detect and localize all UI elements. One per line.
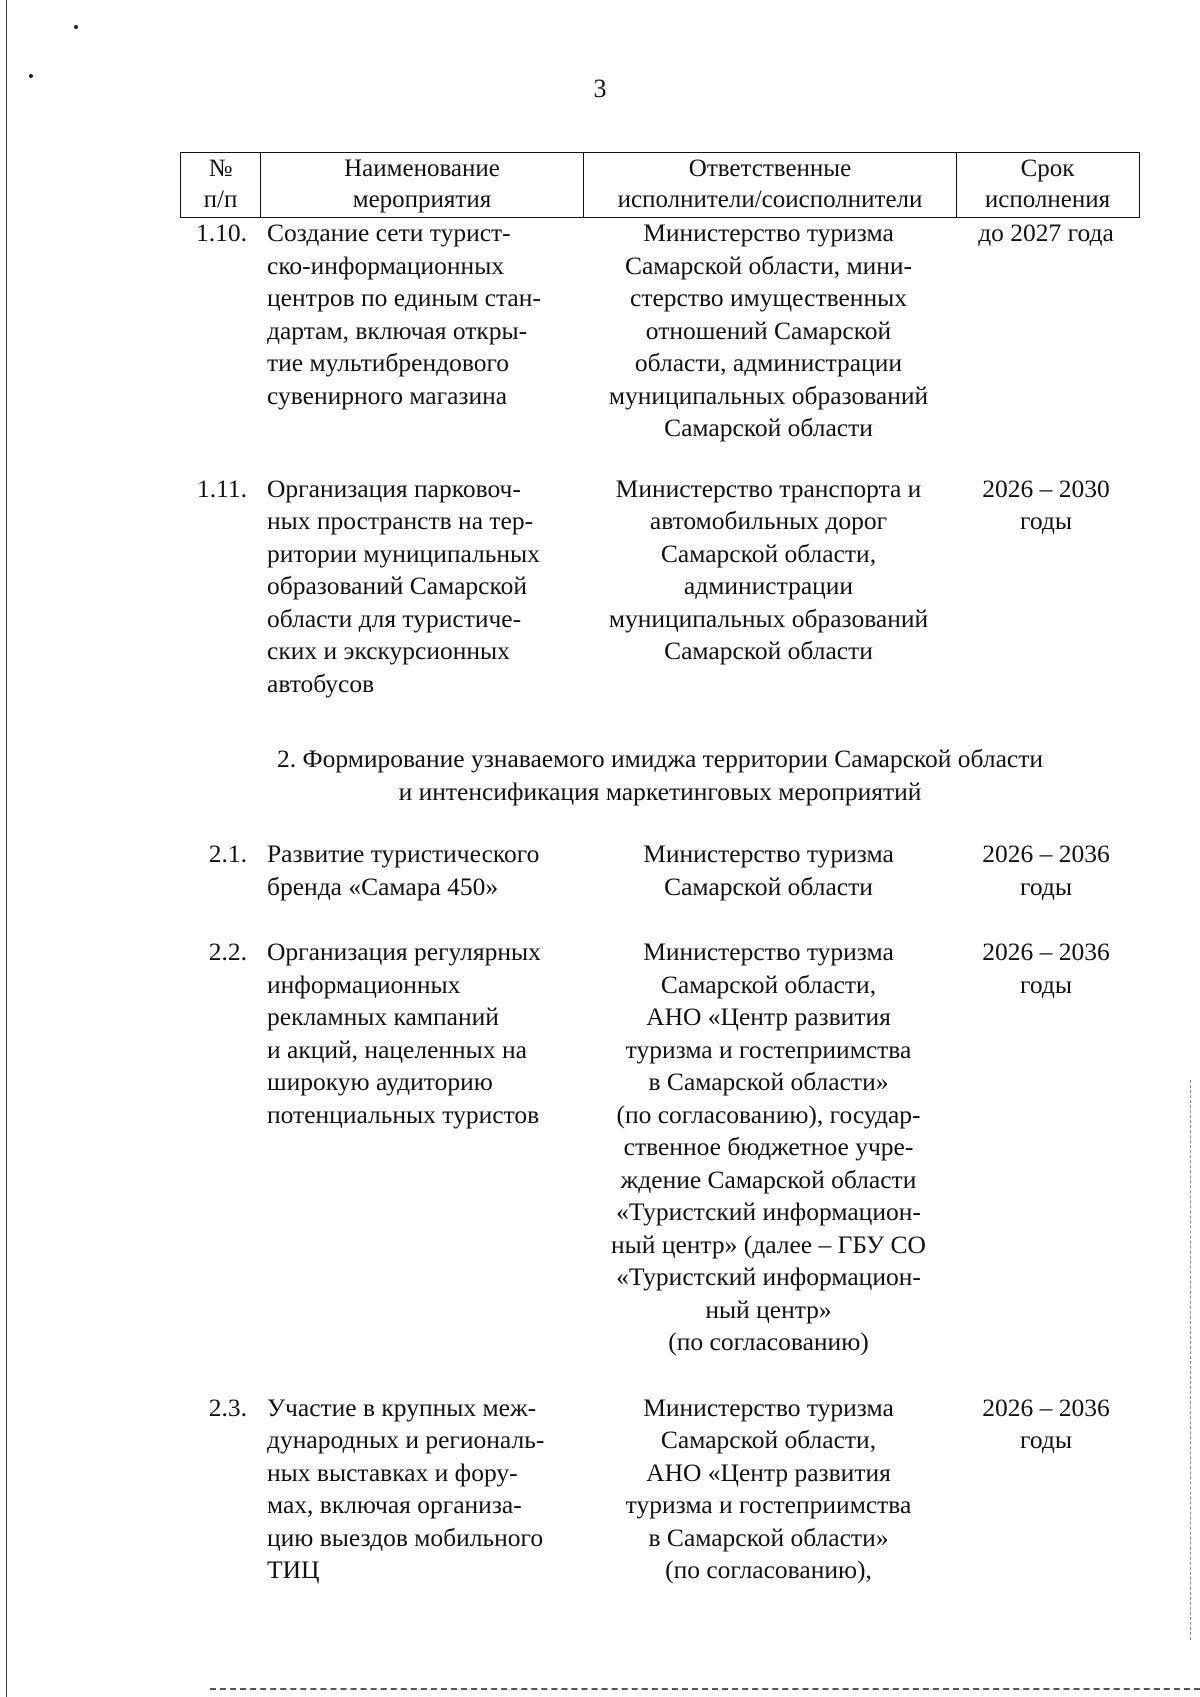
section-title: 2. Формирование узнаваемого имиджа территории Самарской области и интенсификация маркетинговых мероприятий: [276, 744, 1044, 806]
row-number: 2.1.: [208, 839, 247, 868]
table-row: [180, 1392, 1140, 1587]
row-responsible: Министерство транспорта и автомобильных дорог Самарской области, администрации муниципальных образований Самарской области: [608, 473, 929, 665]
table-row: [180, 838, 1140, 903]
table-row: [180, 936, 1140, 1359]
row-term: 2026 – 2036 годы: [982, 839, 1110, 901]
row-activity: Организация регулярных информационных рекламных кампаний и акций, нацеленных на широкую аудиторию потенциальных туристов: [267, 937, 541, 1129]
page-number: 3: [593, 74, 607, 103]
header-responsible: Ответственные исполнители/соисполнители: [583, 153, 956, 217]
table-row: [180, 473, 1140, 701]
row-number: 1.11.: [196, 473, 247, 503]
row-term: до 2027 года: [978, 218, 1114, 247]
row-number: 1.10.: [196, 218, 247, 247]
scan-right-edge: [1190, 1080, 1191, 1640]
table-row: [180, 217, 1140, 445]
row-term: 2026 – 2036 годы: [982, 937, 1110, 999]
activities-table: [180, 152, 1140, 700]
header-num: № п/п: [203, 155, 238, 213]
scan-bottom-edge: [210, 1688, 1200, 1690]
row-activity: Участие в крупных меж- дународных и региональ- ных выставках и фору- мах, включая организа- цию выездов мобильного ТИЦ: [267, 1392, 545, 1584]
row-activity: Организация парковоч- ных пространств на тер- ритории муниципальных образований Самарской области для туристиче- ских и экскурсионных автобусов: [267, 473, 540, 698]
row-number: 2.3.: [208, 1392, 247, 1422]
row-responsible: Министерство туризма Самарской области: [643, 839, 894, 901]
row-activity: Развитие туристического бренда «Самара 450»: [267, 839, 540, 901]
header-term: Срок исполнения: [956, 153, 1138, 217]
row-term: 2026 – 2036 годы: [982, 1392, 1110, 1454]
row-responsible: Министерство туризма Самарской области, АНО «Центр развития туризма и гостеприимства в Самарской области» (по согласованию), государ- ственное бюджетное учре- ждение Самарской области «Туристский информацион- ный центр» (далее – ГБУ СО «Туристский информацион- ный центр» (по согласованию): [611, 937, 926, 1356]
header-name: Наименование мероприятия: [260, 153, 583, 217]
activities-table-section-2: [180, 838, 1140, 1587]
row-term: 2026 – 2030 годы: [982, 473, 1110, 535]
scan-speck: [74, 25, 78, 29]
table-header: [180, 152, 1140, 218]
scan-left-edge: [6, 0, 7, 1697]
row-activity: Создание сети турист- ско-информационных центров по единым стан- дартам, включая откры- тие мультибрендового сувенирного магазина: [267, 218, 541, 410]
row-number: 2.2.: [208, 937, 247, 966]
row-responsible: Министерство туризма Самарской области, АНО «Центр развития туризма и гостеприимства в Самарской области» (по согласованию),: [625, 1392, 912, 1584]
row-responsible: Министерство туризма Самарской области, мини- стерство имущественных отношений Самарской области, администрации муниципальных образований Самарской области: [608, 218, 929, 442]
